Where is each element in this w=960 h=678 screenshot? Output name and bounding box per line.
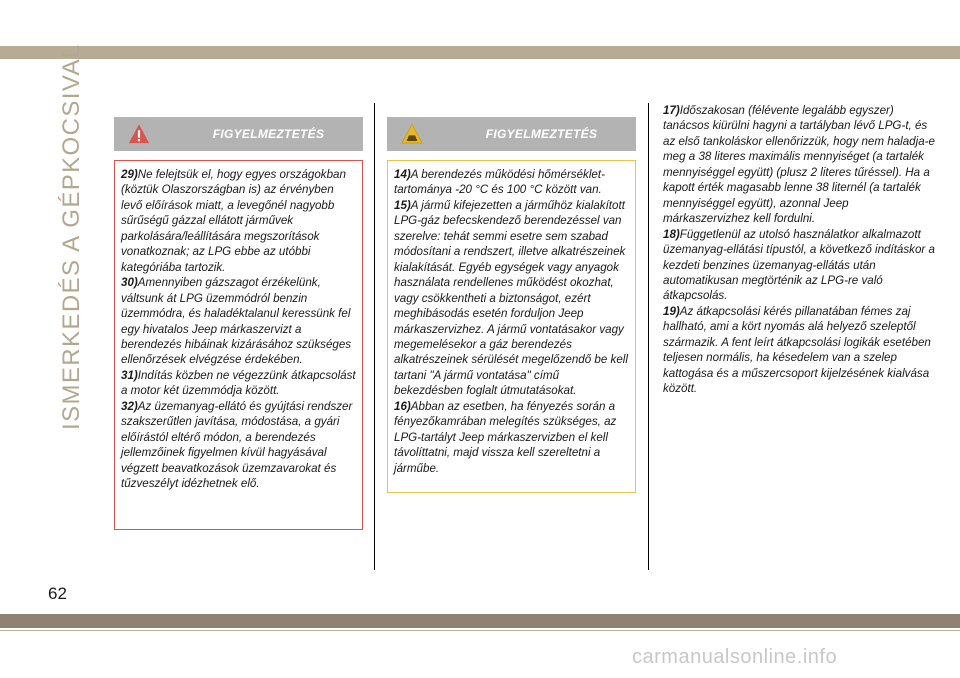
notes-column [663, 103, 937, 397]
warning-header-red [114, 117, 363, 151]
warning-header-yellow [387, 117, 636, 151]
warning-triangle-icon [128, 123, 150, 145]
car-warning-icon [401, 123, 423, 145]
warning-title: FIGYELMEZTETÉS [212, 127, 325, 141]
note-15: 15)A jármű kifejezetten a járműhöz kialakított LPG-gáz befecskendező berendezéssel van szerelve: tehát semmi esetre sem szabad módosítani a rendszert, illetve alkatrészeinek kialakítását. Egyéb egységek vagy anyagok használata rendellenes működést okozhat, vagy csökkentheti a biztonságot, ezért meghibásodás esetén forduljon Jeep márkaszervizhez. A jármű vontatásakor vagy megemelésekor a gáz berendezés alkatrészeinek sérülését megelőzendő be kell tartani "A jármű vontatása" című bekezdésben foglalt útmutatásokat. [394, 198, 628, 398]
note-14: 14)A berendezés működési hőmérséklet-tartománya -20 °C és 100 °C között van. [394, 168, 605, 197]
note-30: 30)Amennyiben gázszagot érzékelünk, váltsunk át LPG üzemmódról benzin üzemmódra, és haladéktalanul keressünk fel egy hivatalos Jeep márkaszervizt a berendezés hibáinak kizárásához szükséges ellenőrzések elvégzése érdekében. [121, 276, 352, 367]
note-19: 19)Az átkapcsolási kérés pillanatában fémes zaj hallható, ami a kört nyomás alá helyező szeleptől származik. A fent leírt átkapcsolási logikák esetében teljesen normális, ha késedelem van a szelep kattogása és a műszercsoport kijelzésének kialvása között. [663, 304, 931, 396]
page-number: 62 [48, 584, 67, 603]
note-32: 32)Az üzemanyag-ellátó és gyújtási rendszer szakszerűtlen javítása, módostása, a gyári előírástól eltérő módon, a berendezés jellemzőinek figyelmen kívül hagyásával végzett beavatkozások üzemzavarokat és tűzveszélyt idézhetnek elő. [121, 399, 353, 491]
column-divider [374, 103, 375, 570]
column-divider [648, 103, 649, 570]
section-title: ISMERKEDÉS A GÉPKOCSIVAL [58, 43, 85, 430]
warning-box-yellow [387, 160, 636, 493]
note-31: 31)Indítás közben ne végezzünk átkapcsolást a motor két üzemmódja között. [121, 368, 356, 398]
top-band [0, 46, 960, 59]
warning-box-red [114, 160, 363, 530]
warning-title: FIGYELMEZTETÉS [485, 127, 598, 141]
note-18: 18)Függetlenül az utolsó használatkor alkalmazott üzemanyag-ellátási típustól, a következő indításkor a kezdeti benzines üzemanyag-ellátás után automatikusan megtörténik az LPG-re való átkapcsolás. [663, 227, 935, 303]
bottom-line [0, 630, 960, 631]
note-29: 29)Ne felejtsük el, hogy egyes országokban (köztük Olaszországban is) az érvényben levő előírások miatt, a levegőnél nagyobb sűrűségű gázzal ellátott járművek parkolására/leállítására megszorítások vonatkoznak; az LPG ebbe az utóbbi kategóriába tartozik. [121, 168, 346, 274]
bottom-band [0, 614, 960, 628]
watermark: carmanualsonline.info [632, 646, 838, 668]
note-17: 17)Időszakosan (félévente legalább egyszer) tanácsos kiürülni hagyni a tartályban lévő LPG-t, és az első tankoláskor ellenőrizzük, hogy nem haladja-e meg a 38 literes maximális mennyiséget (a tartalék mennyiséggel együtt) (plusz 2 literes tűréssel). Ha a kapott érték magasabb lenne 38 liternél (a tartalék mennyiséggel együtt), azonnal Jeep márkaszervizhez kell fordulni. [663, 104, 935, 226]
note-16: 16)Abban az esetben, ha fényezés során a fényezőkamrában melegítés szükséges, az LPG-tartályt Jeep márkaszervizben el kell távolíttatni, majd vissza kell szereltetni a járműbe. [394, 399, 617, 475]
